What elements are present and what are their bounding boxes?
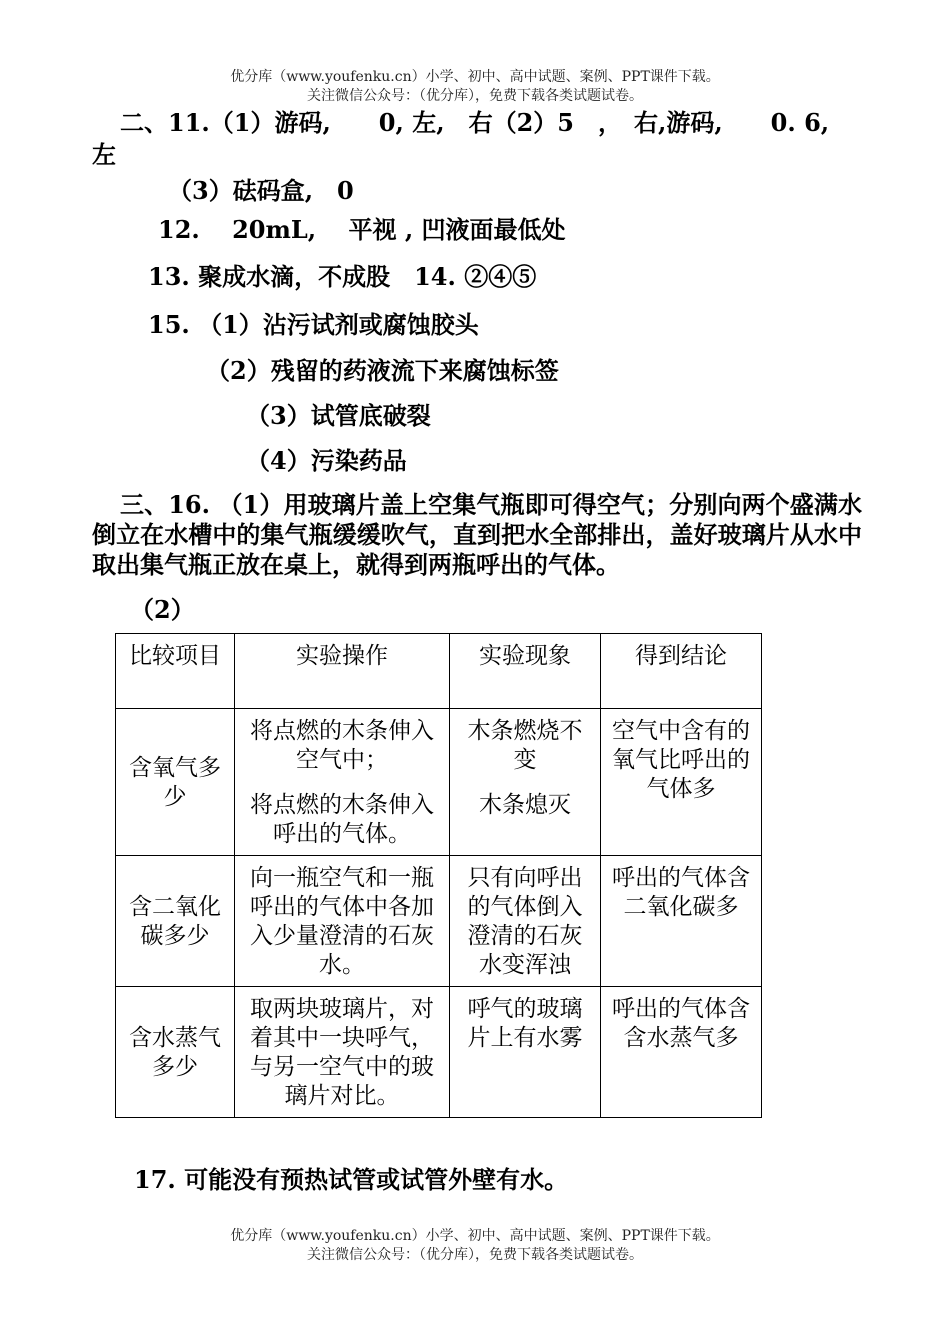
answer-q11-line2: （3）砝码盒, 0 (168, 176, 354, 205)
table-cell-conclusion: 呼出的气体含含水蒸气多 (601, 987, 762, 1118)
page-footer-line2: 关注微信公众号：（优分库），免费下载各类试题试卷。 (307, 1247, 643, 1263)
answer-q16-2: （2） (130, 595, 195, 624)
answer-q15-1: 15. （1）沾污试剂或腐蚀胶头 (148, 310, 479, 339)
answer-q16-1: 三、16. （1）用玻璃片盖上空集气瓶即可得空气；分别向两个盛满水倒立在水槽中的集气瓶缓缓吹气，直到把水全部排出，盖好玻璃片从水中取出集气瓶正放在桌上，就得到两瓶呼出的气体。 (92, 490, 862, 579)
operation-text: 将点燃的木条伸入空气中； (250, 718, 434, 773)
answer-q12: 12. 20mL, 平视 , 凹液面最低处 (158, 215, 566, 244)
page-header-line1: 优分库（www.youfenku.cn）小学、初中、高中试题、案例、PPT课件下载。 (230, 69, 720, 85)
page-footer-line1: 优分库（www.youfenku.cn）小学、初中、高中试题、案例、PPT课件下载。 (230, 1228, 720, 1244)
phenomenon-text: 木条熄灭 (479, 792, 571, 818)
table-cell-operation: 取两块玻璃片，对着其中一块呼气，与另一空气中的玻璃片对比。 (235, 987, 450, 1118)
table-row (116, 987, 762, 1118)
phenomenon-text: 木条燃烧不变 (467, 718, 583, 773)
table-cell-item: 含氧气多少 (116, 709, 235, 856)
comparison-table (115, 633, 762, 1118)
page-header-line2: 关注微信公众号：（优分库），免费下载各类试题试卷。 (307, 88, 643, 104)
table-cell-conclusion: 呼出的气体含二氧化碳多 (601, 856, 762, 987)
answer-q13-q14: 13. 聚成水滴，不成股 14. ②④⑤ (148, 262, 537, 291)
table-header-cell: 得到结论 (601, 634, 762, 709)
table-cell-item: 含水蒸气多少 (116, 987, 235, 1118)
table-header-cell: 比较项目 (116, 634, 235, 709)
table-header-cell: 实验操作 (235, 634, 450, 709)
table-row (116, 709, 762, 856)
answer-q15-2: （2）残留的药液流下来腐蚀标签 (206, 356, 559, 385)
operation-text: 将点燃的木条伸入呼出的气体。 (250, 792, 434, 847)
answer-q11-line1-wrap: 左 (92, 140, 116, 169)
table-cell-operation (235, 709, 450, 856)
table-cell-phenomenon: 呼气的玻璃片上有水雾 (450, 987, 601, 1118)
answer-q11-line1: 二、11.（1）游码, 0, 左, 右（2）5 ， 右,游码, 0. 6, (120, 108, 830, 137)
table-cell-phenomenon: 只有向呼出的气体倒入澄清的石灰水变浑浊 (450, 856, 601, 987)
table-header-cell: 实验现象 (450, 634, 601, 709)
table-cell-conclusion: 空气中含有的氧气比呼出的气体多 (601, 709, 762, 856)
answer-q17: 17. 可能没有预热试管或试管外壁有水。 (134, 1165, 569, 1194)
table-cell-operation: 向一瓶空气和一瓶呼出的气体中各加入少量澄清的石灰水。 (235, 856, 450, 987)
table-cell-phenomenon (450, 709, 601, 856)
table-row (116, 856, 762, 987)
table-cell-item: 含二氧化碳多少 (116, 856, 235, 987)
table-header-row (116, 634, 762, 709)
answer-q15-4: （4）污染药品 (246, 446, 407, 475)
answer-q15-3: （3）试管底破裂 (246, 401, 431, 430)
